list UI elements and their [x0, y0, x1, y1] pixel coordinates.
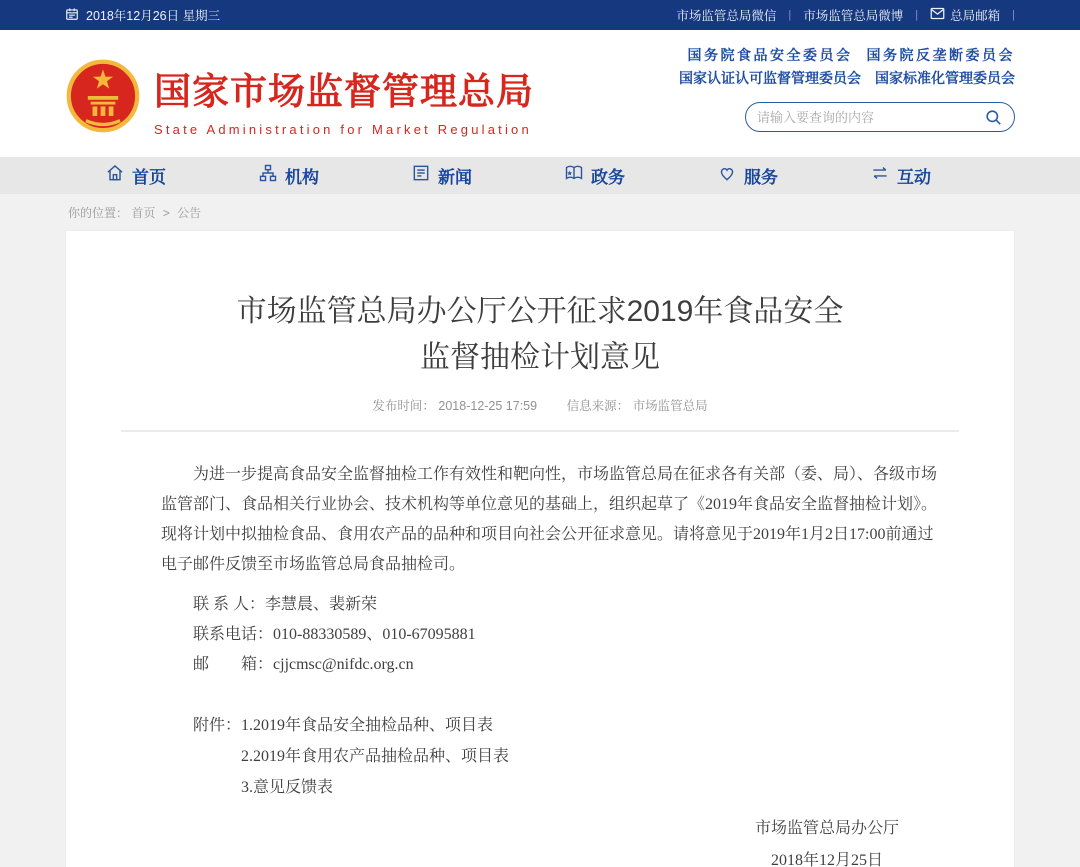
contact-person-line	[161, 590, 939, 620]
signature-department: 市场监管总局办公厅	[754, 820, 899, 837]
contact-email-value: cjjcmsc@nifdc.org.cn	[273, 656, 414, 673]
nav-label: 首页	[132, 168, 166, 187]
committee-link-standardization[interactable]: 国家标准化管理委员会	[875, 70, 1015, 86]
committee-link-antimonopoly[interactable]: 国务院反垄断委员会	[866, 47, 1015, 63]
contact-email-label: 邮 箱：	[193, 656, 274, 673]
separator: |	[915, 9, 919, 21]
envelope-icon	[930, 7, 945, 23]
site-header	[0, 30, 1080, 157]
contact-person-value: 李慧晨、裴新荣	[265, 596, 378, 613]
committee-link-certification[interactable]: 国家认证认可监督管理委员会	[679, 70, 861, 86]
wechat-link[interactable]: 市场监管总局微信	[676, 9, 777, 23]
weibo-link[interactable]: 市场监管总局微博	[803, 9, 904, 23]
nav-label: 新闻	[438, 168, 472, 187]
nav-item-news[interactable]	[411, 163, 472, 188]
contact-person-label: 联 系 人：	[193, 596, 266, 613]
publish-time-value: 2018-12-25 17:59	[438, 399, 538, 413]
signature-date: 2018年12月25日	[770, 852, 883, 867]
main-nav	[0, 157, 1080, 194]
article-card	[65, 230, 1015, 867]
national-emblem-logo	[65, 54, 141, 143]
separator: |	[1012, 9, 1015, 21]
home-icon	[105, 163, 125, 188]
signature-inner	[755, 813, 899, 867]
article-meta	[66, 396, 1014, 414]
breadcrumb-current[interactable]: 公告	[177, 206, 202, 220]
attachments-list	[241, 710, 509, 803]
attachment-item-3[interactable]: 3.意见反馈表	[241, 779, 334, 796]
contact-phone-label: 联系电话：	[193, 626, 274, 643]
committee-link-food-safety[interactable]: 国务院食品安全委员会	[687, 47, 853, 63]
search-box	[745, 102, 1015, 132]
nav-item-services[interactable]	[717, 163, 778, 188]
date-display	[65, 6, 220, 24]
search-input[interactable]	[757, 110, 984, 125]
site-title: 国家市场监督管理总局	[154, 70, 534, 112]
article-title-line1: 市场监管总局办公厅公开征求2019年食品安全	[236, 295, 844, 328]
breadcrumb-home[interactable]: 首页	[131, 206, 156, 220]
attachment-item-2[interactable]: 2.2019年食用农产品抽检品种、项目表	[241, 748, 510, 765]
newspaper-icon	[411, 163, 431, 188]
nav-label: 服务	[744, 168, 778, 187]
nav-label: 机构	[285, 168, 319, 187]
separator: |	[788, 9, 792, 21]
nav-label: 政务	[591, 168, 625, 187]
gov-document-icon	[564, 163, 584, 188]
attachment-item-1[interactable]: 1.2019年食品安全抽检品种、项目表	[241, 717, 494, 734]
title-divider	[121, 430, 959, 432]
attachments-block	[161, 710, 939, 803]
contact-phone-value: 010-88330589、010-67095881	[273, 626, 476, 643]
topbar-links	[676, 6, 1015, 24]
mailbox-link[interactable]	[930, 6, 1000, 24]
article-paragraph: 为进一步提高食品安全监督抽检工作有效性和靶向性，市场监管总局在征求各有关部（委、局）、各级市场监管部门、食品相关行业协会、技术机构等单位意见的基础上，组织起草了《2019年食品安全监督抽检计划》。现将计划中拟抽检食品、食用农产品的品种和项目向社会公开征求意见。请将意见于2019年1月2日17:00前通过电子邮件反馈至市场监管总局食品抽检司。	[161, 466, 938, 573]
nav-label: 互动	[897, 168, 931, 187]
breadcrumb-label: 你的位置：	[68, 206, 129, 220]
mailbox-label: 总局邮箱	[950, 9, 1001, 23]
top-bar	[0, 0, 1080, 30]
heart-icon	[717, 163, 737, 188]
contact-block	[161, 590, 939, 680]
contact-phone-line	[161, 620, 939, 650]
publish-time-label: 发布时间：	[372, 399, 435, 413]
source-label: 信息来源：	[566, 399, 630, 413]
article-title-line2: 监督抽检计划意见	[420, 341, 660, 374]
breadcrumb	[0, 194, 1080, 230]
nav-item-government-affairs[interactable]	[564, 163, 625, 188]
header-right	[679, 44, 1015, 157]
brand-text	[154, 61, 534, 137]
contact-email-line	[161, 650, 939, 680]
committee-links-row2	[679, 67, 1015, 90]
committee-links-row1	[688, 44, 1016, 67]
nav-item-interaction[interactable]	[870, 163, 931, 188]
breadcrumb-separator: >	[162, 206, 170, 220]
exchange-arrows-icon	[870, 163, 890, 188]
calendar-icon	[65, 7, 79, 24]
source-value: 市场监管总局	[632, 399, 708, 413]
org-chart-icon	[258, 163, 278, 188]
nav-item-organization[interactable]	[258, 163, 319, 188]
brand[interactable]	[65, 40, 534, 157]
article-body	[161, 460, 939, 867]
search-icon[interactable]	[984, 108, 1003, 127]
current-date: 2018年12月26日 星期三	[86, 9, 221, 23]
article-title	[66, 231, 1014, 381]
attachments-label: 附件：	[193, 717, 242, 734]
signature-block	[161, 813, 939, 867]
nav-item-home[interactable]	[105, 163, 166, 188]
site-subtitle: State Administration for Market Regulation	[154, 121, 532, 137]
